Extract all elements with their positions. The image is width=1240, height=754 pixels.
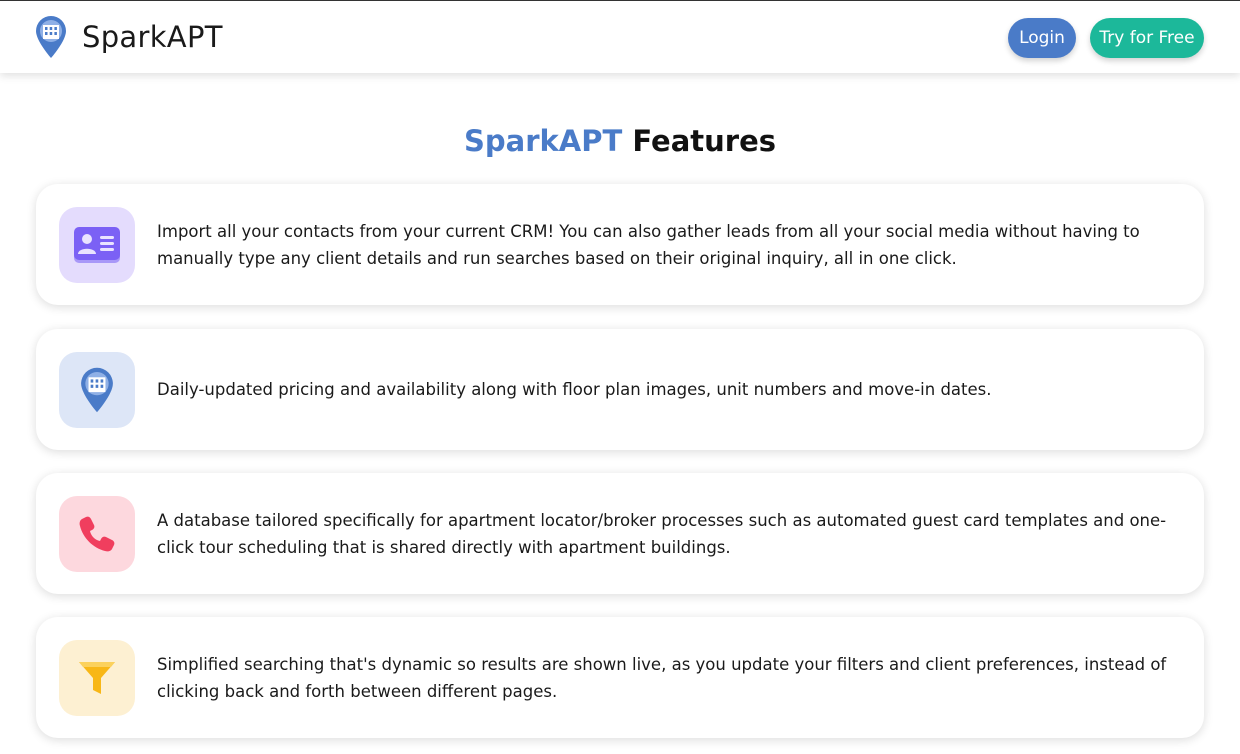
filter-icon — [77, 658, 117, 698]
feature-text: Simplified searching that's dynamic so results are shown live, as you update your filters and client preferences, instead of clicking back and forth between different pages. — [157, 654, 1167, 701]
feature-card-database — [36, 473, 1204, 594]
feature-icon-box — [59, 640, 135, 716]
brand-name: SparkAPT — [82, 20, 223, 54]
page-title — [0, 124, 1240, 158]
brand[interactable] — [34, 15, 223, 59]
feature-card-pricing — [36, 329, 1204, 450]
login-button[interactable]: Login — [1008, 18, 1076, 58]
building-pin-logo-icon — [34, 15, 68, 59]
feature-icon-box — [59, 207, 135, 283]
feature-text: Daily-updated pricing and availability along with floor plan images, unit numbers and move-in dates. — [157, 380, 992, 399]
feature-card-contacts — [36, 184, 1204, 305]
phone-icon — [77, 514, 117, 554]
top-nav — [0, 0, 1240, 73]
title-accent: SparkAPT — [463, 124, 623, 158]
feature-text: A database tailored specifically for apartment locator/broker processes such as automated guest card templates and one-click tour scheduling that is shared directly with apartment buildings. — [157, 510, 1167, 557]
building-pin-icon — [79, 366, 115, 414]
contact-card-icon — [73, 226, 121, 264]
feature-text: Import all your contacts from your current CRM! You can also gather leads from all your social media without having to manually type any client details and run searches based on their original inquiry, all in one click. — [157, 221, 1140, 268]
feature-icon-box — [59, 496, 135, 572]
feature-card-searching — [36, 617, 1204, 738]
title-rest: Features — [632, 124, 777, 158]
feature-icon-box — [59, 352, 135, 428]
try-for-free-button[interactable]: Try for Free — [1090, 18, 1204, 58]
